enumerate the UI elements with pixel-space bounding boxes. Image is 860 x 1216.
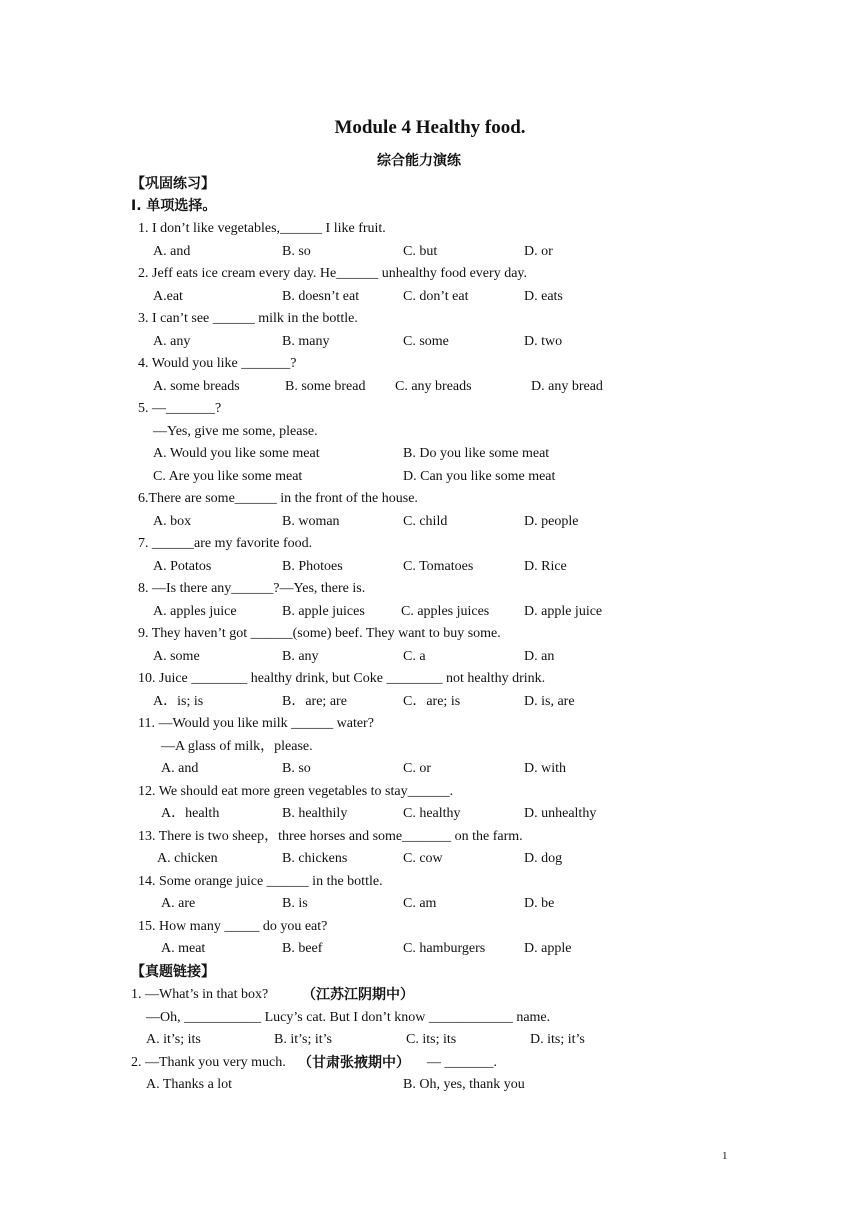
question-15-stem: 15. How many _____ do you eat? [138, 918, 328, 934]
question-11-option-a: A. and [161, 761, 199, 776]
real-question-1-option-a: A. it’s; its [146, 1032, 201, 1047]
question-4-stem: 4. Would you like _______? [138, 356, 297, 371]
question-4-option-d: D. any bread [531, 378, 603, 394]
question-3-option-d: D. two [524, 333, 563, 349]
question-12-option-a: A．health [161, 806, 220, 821]
question-11-option-b: B. so [282, 761, 311, 776]
question-2-option-d: D. eats [524, 288, 563, 304]
question-5-stem: 5. —_______? [138, 401, 222, 416]
question-4-option-c: C. any breads [395, 378, 472, 394]
question-12-option-c: C. healthy [403, 806, 461, 821]
real-question-1-source: （江苏江阴期中） [302, 987, 414, 1003]
question-6-option-a: A. box [153, 513, 192, 529]
real-question-2-option-b: B. Oh, yes, thank you [403, 1077, 525, 1092]
question-8-stem: 8. —Is there any______?—Yes, there is. [138, 581, 366, 596]
question-13-option-d: D. dog [524, 851, 563, 866]
question-6-option-b: B. woman [282, 513, 340, 529]
question-10-option-a: A．is; is [153, 693, 204, 709]
question-7-option-d: D. Rice [524, 558, 567, 574]
question-1-option-b: B. so [282, 243, 311, 259]
question-13-stem: 13. There is two sheep，three horses and some_______ on the farm. [138, 828, 523, 844]
question-4-option-a: A. some breads [153, 378, 240, 394]
real-question-1-option-d: D. its; it’s [530, 1032, 585, 1047]
real-question-1-option-c: C. its; its [406, 1032, 457, 1047]
question-14-option-b: B. is [282, 896, 308, 911]
section-heading-practice: 【巩固练习】 [131, 176, 215, 192]
question-10-stem: 10. Juice ________ healthy drink, but Coke ________ not healthy drink. [138, 671, 546, 686]
real-question-1-option-b: B. it’s; it’s [274, 1032, 332, 1047]
document-title: Module 4 Healthy food. [334, 117, 526, 138]
question-3-option-b: B. many [282, 333, 330, 349]
question-5-option-d: D. Can you like some meat [403, 468, 556, 484]
question-12-option-b: B. healthily [282, 806, 348, 821]
question-6-stem: 6.There are some______ in the front of the house. [138, 491, 418, 506]
question-2-stem: 2. Jeff eats ice cream every day. He______ unhealthy food every day. [138, 266, 527, 281]
real-question-2-source: （甘肃张掖期中） [298, 1055, 410, 1071]
question-1-option-a: A. and [153, 243, 191, 259]
question-8-option-b: B. apple juices [282, 603, 365, 619]
question-14-option-c: C. am [403, 896, 437, 911]
part-heading: I. 单项选择。 [131, 198, 217, 214]
question-7-option-a: A. Potatos [153, 558, 212, 574]
question-5-option-b: B. Do you like some meat [403, 446, 550, 461]
question-2-option-a: A.eat [153, 288, 183, 304]
real-question-2-option-a: A. Thanks a lot [146, 1077, 233, 1092]
question-8-option-a: A. apples juice [153, 603, 237, 619]
question-9-option-d: D. an [524, 648, 555, 664]
question-15-option-c: C. hamburgers [403, 941, 486, 956]
question-15-option-b: B. beef [282, 941, 323, 956]
question-14-option-a: A. are [161, 896, 196, 911]
real-question-2-stem: 2. —Thank you very much. [131, 1055, 286, 1070]
question-12-option-d: D. unhealthy [524, 806, 597, 821]
question-8-option-d: D. apple juice [524, 603, 603, 619]
real-question-1-stem: 1. —What’s in that box? [131, 987, 269, 1002]
question-2-option-c: C. don’t eat [403, 288, 469, 304]
question-9-option-a: A. some [153, 648, 200, 664]
question-1-option-d: D. or [524, 243, 553, 259]
question-3-option-c: C. some [403, 333, 449, 349]
question-7-option-b: B. Photoes [282, 558, 343, 574]
question-1-option-c: C. but [403, 243, 438, 259]
question-9-stem: 9. They haven’t got ______(some) beef. They want to buy some. [138, 626, 501, 641]
page-number: 1 [722, 1150, 728, 1162]
question-13-option-c: C. cow [403, 851, 443, 866]
question-1-stem: 1. I don’t like vegetables,______ I like fruit. [138, 221, 386, 236]
question-11-option-c: C. or [403, 761, 431, 776]
question-5-reply: —Yes, give me some, please. [153, 423, 318, 439]
question-11-stem: 11. —Would you like milk ______ water? [138, 716, 374, 731]
question-15-option-d: D. apple [524, 941, 572, 956]
question-14-stem: 14. Some orange juice ______ in the bottle. [138, 873, 383, 889]
question-3-stem: 3. I can’t see ______ milk in the bottle. [138, 311, 358, 326]
real-question-1-line2: —Oh, ___________ Lucy’s cat. But I don’t know ____________ name. [146, 1010, 551, 1025]
question-12-stem: 12. We should eat more green vegetables to stay______. [138, 783, 454, 799]
question-10-option-c: C．are; is [403, 693, 461, 709]
question-9-option-c: C. a [403, 648, 426, 664]
question-11-reply: —A glass of milk，please. [161, 738, 313, 754]
question-3-option-a: A. any [153, 333, 191, 349]
question-9-option-b: B. any [282, 648, 319, 664]
question-4-option-b: B. some bread [285, 378, 366, 394]
question-8-option-c: C. apples juices [401, 603, 490, 619]
section-heading-real: 【真题链接】 [131, 964, 215, 980]
question-6-option-c: C. child [403, 513, 448, 529]
question-5-option-a: A. Would you like some meat [153, 446, 320, 461]
document-subtitle: 综合能力演练 [377, 153, 461, 169]
question-2-option-b: B. doesn’t eat [282, 288, 360, 304]
question-13-option-a: A. chicken [157, 851, 218, 866]
question-7-option-c: C. Tomatoes [403, 558, 474, 574]
question-14-option-d: D. be [524, 896, 555, 911]
question-13-option-b: B. chickens [282, 851, 348, 866]
question-10-option-b: B．are; are [282, 693, 347, 709]
question-15-option-a: A. meat [161, 941, 206, 956]
real-question-2-answer-blank: — _______. [427, 1055, 497, 1070]
question-10-option-d: D. is, are [524, 693, 575, 709]
question-7-stem: 7. ______are my favorite food. [138, 536, 313, 551]
question-6-option-d: D. people [524, 513, 579, 529]
question-11-option-d: D. with [524, 761, 566, 776]
question-5-option-c: C. Are you like some meat [153, 468, 303, 484]
